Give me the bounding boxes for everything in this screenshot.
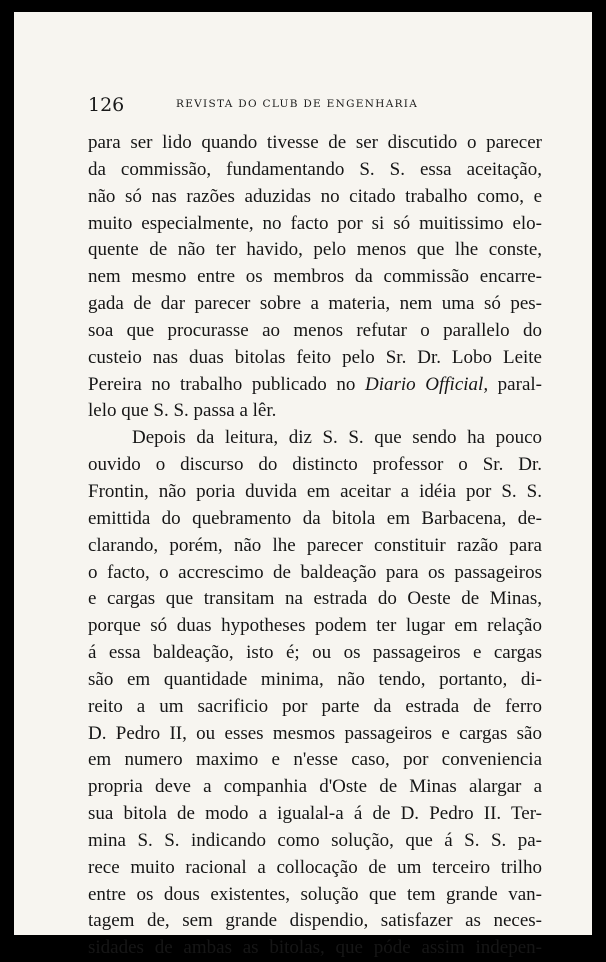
text-line: da commissão, fundamentando S. S. essa aceitação, [88, 158, 542, 180]
text-line: emittida do quebramento da bitola em Barbacena, de- [88, 507, 542, 529]
text-line: reito a um sacrificio por parte da estrada de ferro [88, 695, 542, 717]
text-line: tagem de, sem grande dispendio, satisfazer as neces- [88, 910, 542, 932]
text-line: ouvido o discurso do distincto professor o Sr. Dr. [88, 454, 542, 476]
text-line: D. Pedro II, ou esses mesmos passageiros e cargas são [88, 722, 542, 744]
paragraph-2 [88, 425, 542, 962]
text-line: para ser lido quando tivesse de ser discutido o parecer [88, 132, 542, 153]
text-line: gada de dar parecer sobre a materia, nem uma só pes- [88, 293, 542, 315]
body-text [88, 130, 542, 962]
text-line: não só nas razões aduzidas no citado trabalho como, e [88, 185, 542, 207]
text-line: Frontin, não poria duvida em aceitar a idéia por S. S. [88, 480, 542, 502]
publication-title: Diario Official, [365, 373, 489, 395]
text-line: quente de não ter havido, pelo menos que lhe conste, [88, 239, 542, 261]
text-fragment: Pereira no trabalho publicado no [88, 373, 365, 395]
text-line: Depois da leitura, diz S. S. que sendo ha pouco [132, 427, 542, 449]
running-head: REVISTA DO CLUB DE ENGENHARIA [176, 98, 419, 110]
text-fragment: paral- [488, 373, 542, 395]
paragraph-1 [88, 130, 542, 425]
text-line-with-italic [88, 372, 542, 399]
text-line: o facto, o accrescimo de baldeação para os passageiros [88, 561, 542, 583]
text-line: e cargas que transitam na estrada do Oeste de Minas, [88, 588, 542, 610]
text-line: propria deve a companhia d'Oste de Minas alargar a [88, 776, 542, 798]
text-line: muito especialmente, no facto por si só muitissimo elo- [88, 212, 542, 234]
text-line: porque só duas hypotheses podem ter lugar em relação [88, 615, 542, 637]
text-line: rece muito racional a collocação de um terceiro trilho [88, 856, 542, 878]
text-line: em numero maximo e n'esse caso, por conveniencia [88, 749, 542, 771]
text-line: clarando, porém, não lhe parecer constituir razão para [88, 534, 542, 556]
text-line: soa que procurasse ao menos refutar o parallelo do [88, 319, 542, 341]
text-line: lelo que S. S. passa a lêr. [88, 400, 277, 422]
text-line: sidades de ambas as bitolas, que póde assim indepen- [88, 937, 542, 959]
page-number: 126 [88, 94, 125, 116]
text-line: são em quantidade minima, não tendo, portanto, di- [88, 668, 542, 690]
text-line: entre os dous existentes, solução que tem grande van- [88, 883, 542, 905]
text-line: sua bitola de modo a igualal-a á de D. Pedro II. Ter- [88, 803, 542, 825]
text-line: nem mesmo entre os membros da commissão encarre- [88, 266, 542, 288]
text-line: á essa baldeação, isto é; ou os passageiros e cargas [88, 642, 542, 664]
text-line: custeio nas duas bitolas feito pelo Sr. Dr. Lobo Leite [88, 346, 542, 368]
page-header [88, 94, 548, 120]
text-line: mina S. S. indicando como solução, que á S. S. pa- [88, 829, 542, 851]
document-page [14, 12, 592, 959]
